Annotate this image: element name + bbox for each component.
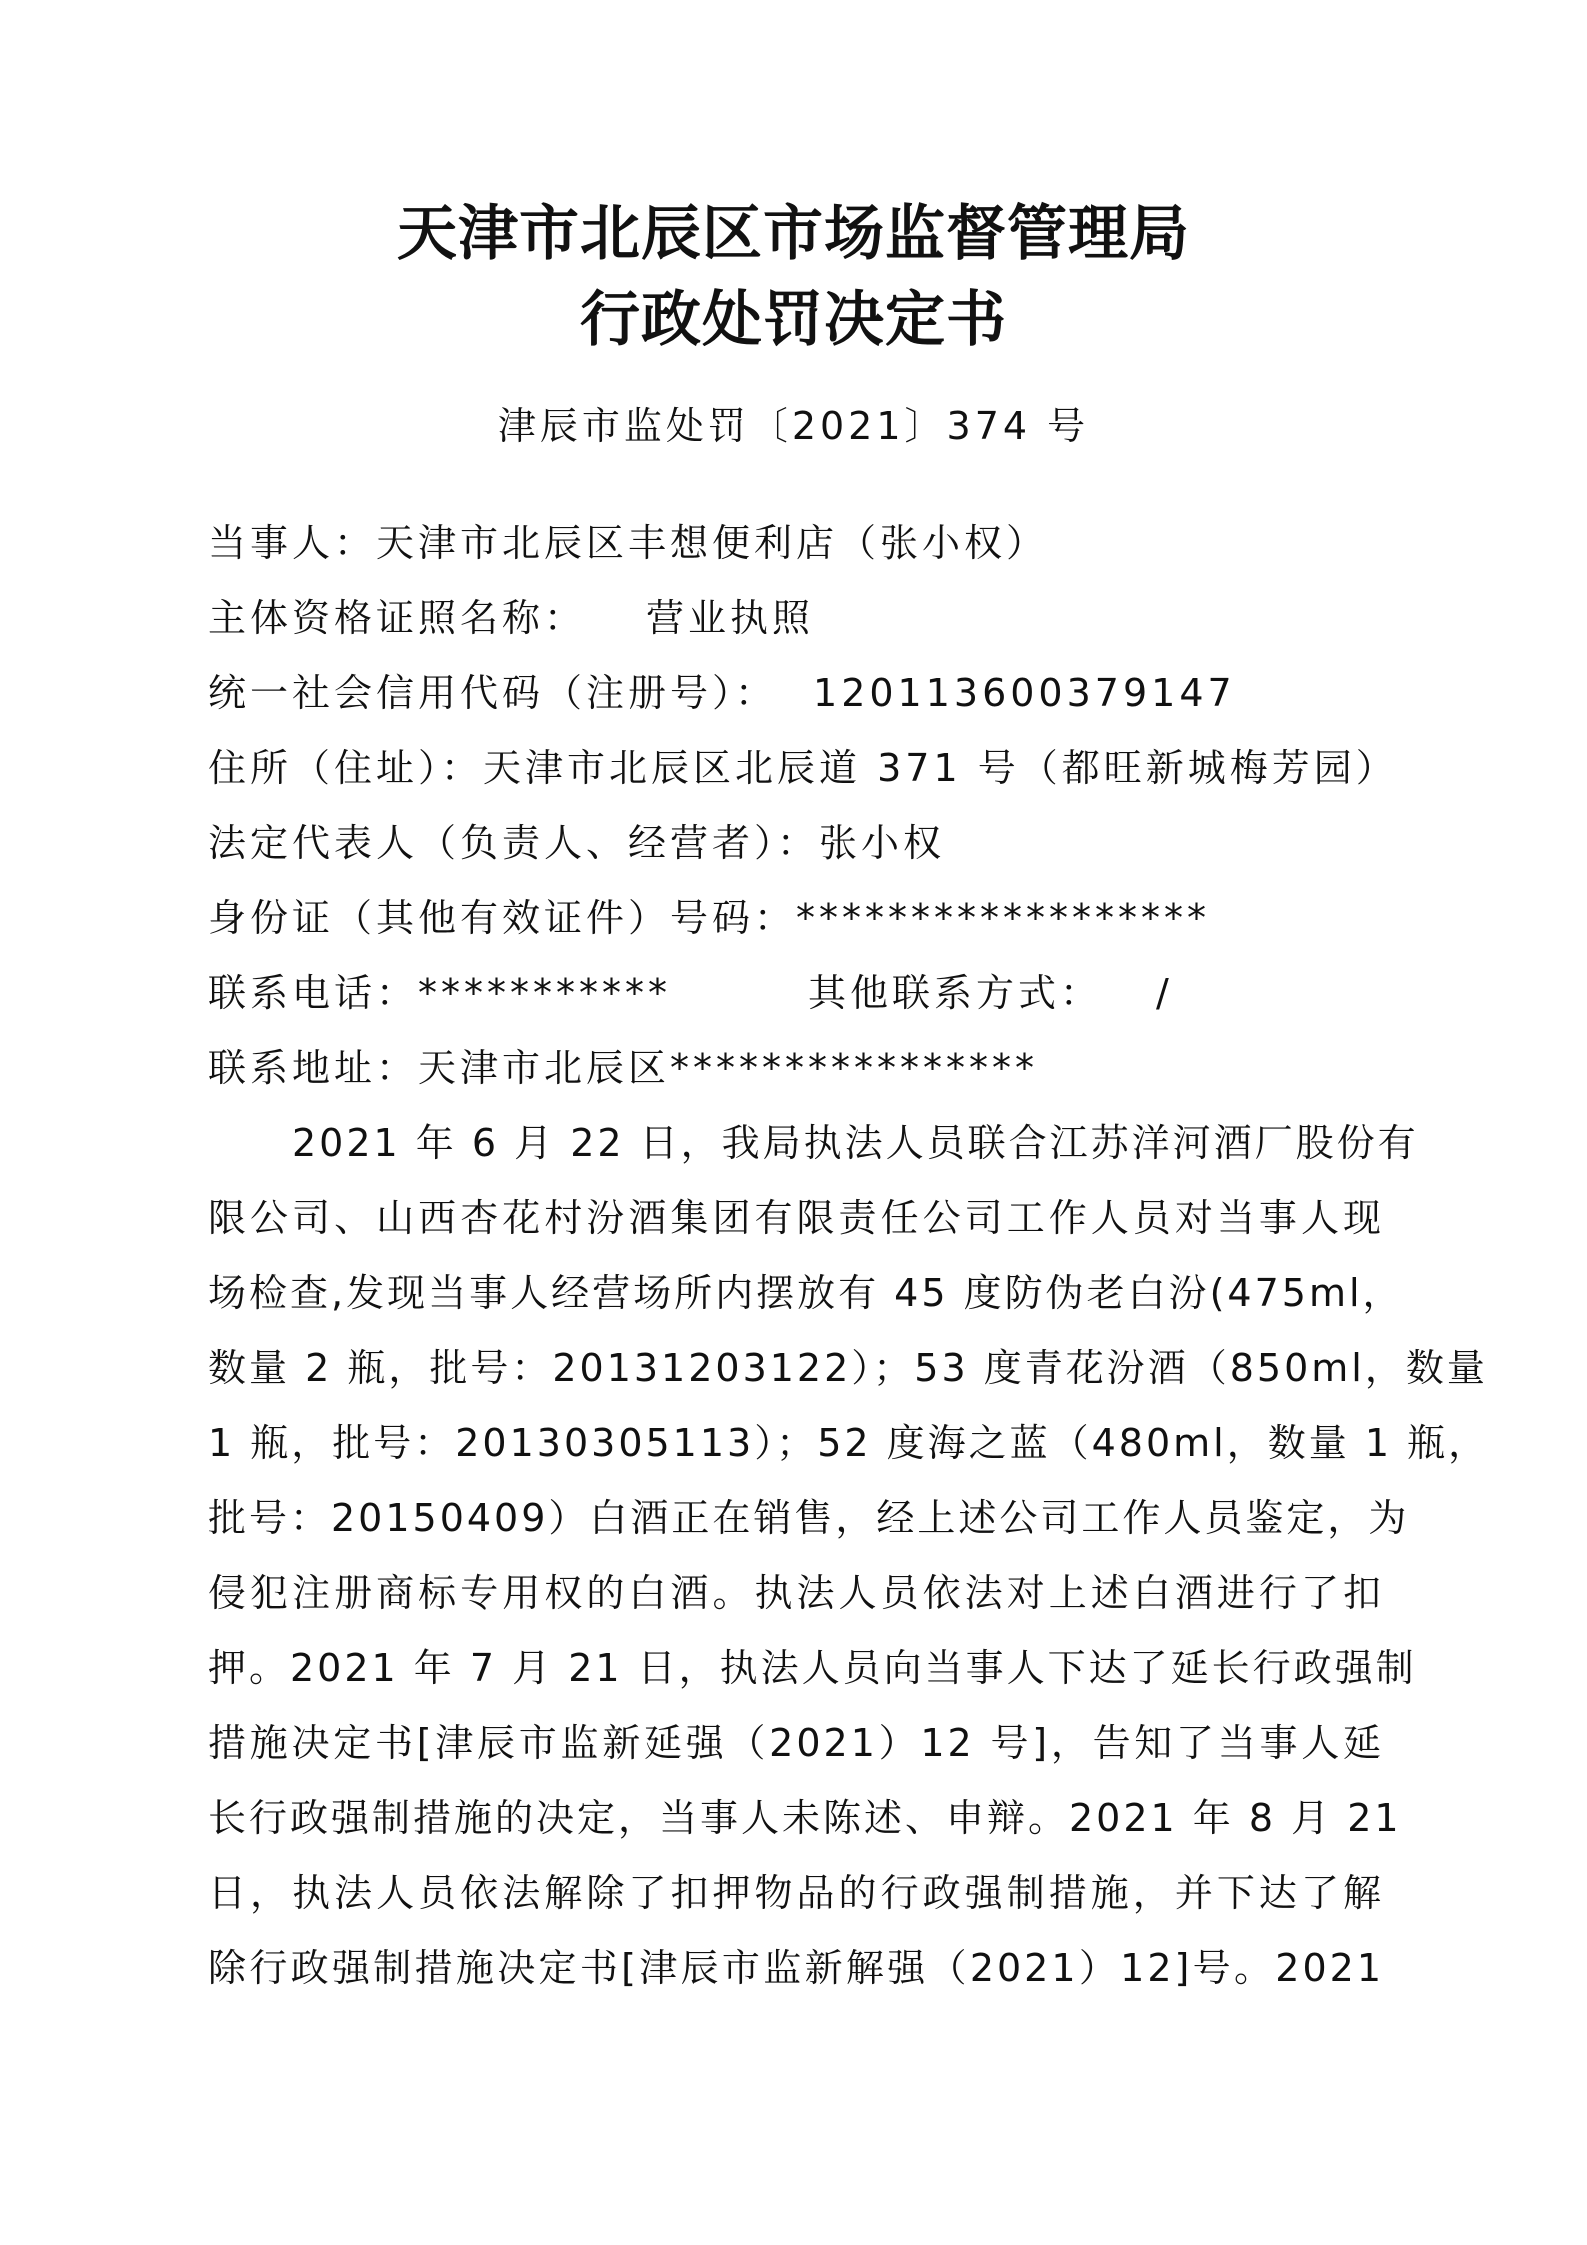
body-line: 1 瓶，批号：20130305113）；52 度海之蓝（480ml，数量 1 瓶， — [208, 1421, 1490, 1465]
license-value: 营业执照 — [646, 596, 815, 640]
phone-label: 联系电话： — [208, 971, 419, 1015]
body-line: 2021 年 6 月 22 日，我局执法人员联合江苏洋河酒厂股份有 — [292, 1121, 1419, 1165]
body-line: 押。2021 年 7 月 21 日，执法人员向当事人下达了延长行政强制 — [208, 1646, 1417, 1690]
representative-label: 法定代表人（负责人、经营者）： — [208, 821, 820, 865]
body-line: 措施决定书[津辰市监新延强（2021）12 号]，告知了当事人延 — [208, 1721, 1384, 1765]
other-contact — [808, 967, 1173, 1019]
address-value: 天津市北辰区北辰道 371 号（都旺新城梅芳园） — [483, 746, 1398, 790]
document-title-line2: 行政处罚决定书 — [580, 285, 1007, 355]
other-contact-value: / — [1156, 971, 1173, 1015]
license-row — [208, 592, 814, 644]
credit-code-label: 统一社会信用代码（注册号）： — [208, 671, 778, 715]
contact-address-label: 联系地址： — [208, 1046, 419, 1090]
contact-address-value: 天津市北辰区**************** — [418, 1046, 1039, 1090]
phone-value: *********** — [418, 971, 672, 1015]
representative-row — [208, 817, 945, 869]
contact-row — [208, 967, 1173, 1019]
address-label: 住所（住址）： — [208, 746, 484, 790]
document-title-line1: 天津市北辰区市场监督管理局 — [397, 199, 1190, 269]
contact-address-row — [208, 1042, 1038, 1094]
credit-code-value: 120113600379147 — [813, 671, 1236, 715]
license-label: 主体资格证照名称： — [208, 596, 587, 640]
party-name-label: 当事人： — [208, 521, 377, 565]
body-line: 长行政强制措施的决定，当事人未陈述、申辩。2021 年 8 月 21 — [208, 1796, 1402, 1840]
body-line: 场检查,发现当事人经营场所内摆放有 45 度防伪老白汾(475ml， — [208, 1271, 1404, 1315]
body-line: 日，执法人员依法解除了扣押物品的行政强制措施，并下达了解 — [208, 1871, 1384, 1915]
id-number-label: 身份证（其他有效证件）号码： — [208, 896, 797, 940]
credit-code-row — [208, 667, 1236, 719]
id-number-row — [208, 892, 1210, 944]
body-line: 批号：20150409）白酒正在销售，经上述公司工作人员鉴定，为 — [208, 1496, 1410, 1540]
body-line: 侵犯注册商标专用权的白酒。执法人员依法对上述白酒进行了扣 — [208, 1571, 1384, 1615]
body-line: 除行政强制措施决定书[津辰市监新解强（2021）12]号。2021 — [208, 1946, 1384, 1990]
id-number-value: ****************** — [796, 896, 1211, 940]
body-line: 限公司、山西杏花村汾酒集团有限责任公司工作人员对当事人现 — [208, 1196, 1384, 1240]
body-line: 数量 2 瓶，批号：20131203122）；53 度青花汾酒（850ml，数量 — [208, 1346, 1488, 1390]
document-number: 津辰市监处罚〔2021〕374 号 — [497, 404, 1090, 448]
party-name-value: 天津市北辰区丰想便利店（张小权） — [376, 521, 1049, 565]
party-name-row — [208, 517, 1048, 569]
other-contact-label: 其他联系方式： — [808, 971, 1103, 1015]
representative-value: 张小权 — [819, 821, 946, 865]
address-row — [208, 742, 1398, 794]
